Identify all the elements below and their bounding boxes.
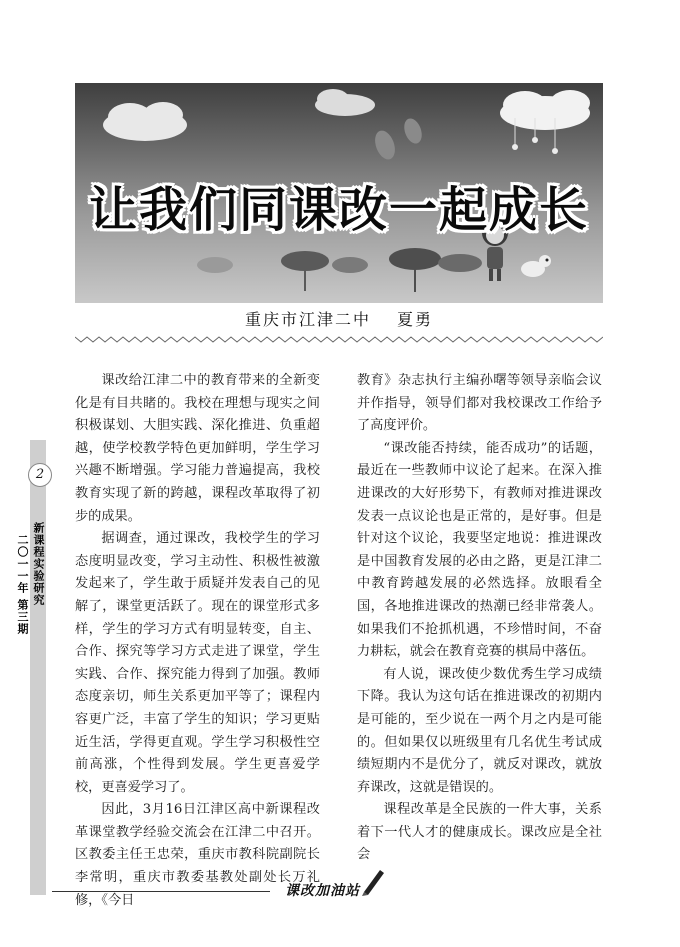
flower-icon — [197, 248, 482, 292]
byline — [75, 307, 603, 330]
author-name: 夏勇 — [397, 310, 434, 329]
right-column — [357, 370, 602, 867]
paragraph: “课改能否持续，能否成功”的话题，最近在一些教师中议论了起来。在深入推进课改的大好形势下，有教师对推进课改发表一点议论也是正常的，是好事。但是针对这个议论，我要坚定地说：推进课改是中国教育发展的必由之路，更是江津二中教育跨越发展的必然选择。放眼看全国，各地推进课改的热潮已经非常袭人。如果我们不抢抓机遇，不珍惜时间，不奋力耕耘，就会在教育竞赛的棋局中落伍。 — [357, 440, 602, 660]
wavy-divider — [75, 333, 603, 347]
footprint-icon — [371, 116, 425, 162]
paragraph: 因此，3月16日江津区高中新课程改革课堂教学经验交流会在江津二中召开。区教委主任王忠荣，重庆市教科院副院长李常明，重庆市教委基教处副处长万礼修，《今日 — [75, 802, 320, 908]
page-title: 让我们同课改一起成长 — [88, 182, 589, 238]
journal-issue: 二〇一一年 第三期 — [16, 534, 29, 635]
footer-rule — [52, 891, 270, 892]
page-number: 2 — [28, 463, 52, 487]
paragraph: 有人说，课改使少数优秀生学习成绩下降。我认为这句话在推进课改的初期内是可能的，至少说在一两个月之内是可能的。但如果仅以班级里有几名优生考试成绩短期内不是优分了，就反对课改，就放弃课改，这就是错误的。 — [357, 666, 602, 795]
cloud-icon — [103, 102, 187, 141]
author-school: 重庆市江津二中 — [244, 310, 371, 329]
journal-name: 新课程实验研究 — [32, 522, 45, 606]
pen-icon — [360, 866, 388, 896]
left-column — [75, 370, 320, 912]
cloud-icon — [500, 90, 590, 130]
cloud-icon — [315, 89, 375, 116]
journal-info — [16, 522, 46, 635]
dog-figure-icon — [521, 255, 551, 277]
title-banner — [75, 83, 603, 303]
paragraph: 课程改革是全民族的一件大事，关系着下一代人才的健康成长。课改应是全社会 — [357, 802, 602, 863]
section-label: 课改加油站 — [285, 883, 360, 899]
paragraph: 据调查，通过课改，我校学生的学习态度明显改变，学习主动性、积极性被激发起来了，学生敢于质疑并发表自己的见解了，课堂更活跃了。现在的课堂形式多样，学生的学习方式有明显转变，自主、合作、探究等学习方式走进了课堂，学生实践、合作、探究能力得到了加强。教师态度亲切，师生关系更加平等了；课程内容更广泛，丰富了学生的知识；学习更贴近生活，学得更直观。学生学习积极性空前高涨，个性得到发展。学生更喜爱学校，更喜爱学习了。 — [75, 531, 320, 795]
sidebar-strip — [30, 440, 46, 895]
paragraph: 课改给江津二中的教育带来的全新变化是有目共睹的。我校在理想与现实之间积极谋划、大胆实践、深化推进、负重超越，使学校教学特色更加鲜明，学生学习兴趣不断增强。学习能力普遍提高，我校教育实现了新的跨越，课程改革取得了初步的成果。 — [75, 373, 320, 524]
paragraph: 教育》杂志执行主编孙曙等领导亲临会议并作指导，领导们都对我校课改工作给予了高度评价。 — [357, 373, 602, 434]
